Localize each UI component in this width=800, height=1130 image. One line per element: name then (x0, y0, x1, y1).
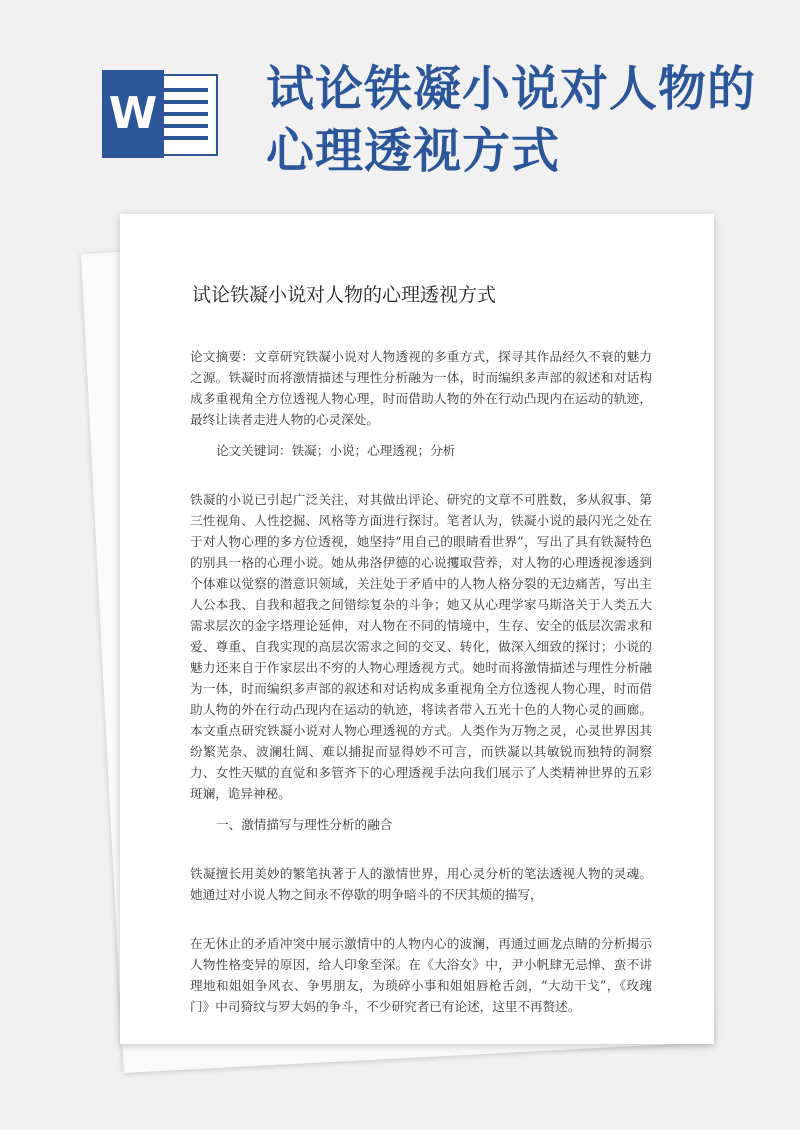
body-paragraph-2: 铁凝擅长用美妙的繁笔执著于人的激情世界，用心灵分析的笔法透视人物的灵魂。她通过对小说人物之间永不停歇的明争暗斗的不厌其烦的描写， (190, 866, 652, 902)
banner-title: 试论铁凝小说对人物的心理透视方式 (266, 61, 757, 179)
document-body (190, 346, 652, 1017)
body-paragraph-3: 在无休止的矛盾冲突中展示激情中的人物内心的波澜，再通过画龙点睛的分析揭示人物性格变异的原因，给人印象至深。在《大浴女》中，尹小帆肆无忌惮、蛮不讲理地和姐姐争风衣、争男朋友，为琐碎小事和姐姐唇枪舌剑，“大动干戈”，《玫瑰门》中司猗纹与罗大妈的争斗，不少研究者已有论述，这里不再赘述。 (190, 936, 652, 1014)
word-document-icon (102, 70, 220, 158)
abstract-paragraph: 论文摘要：文章研究铁凝小说对人物透视的多重方式，探寻其作品经久不衰的魅力之源。铁凝时而将激情描述与理性分析融为一体，时而编织多声部的叙述和对话构成多重视角全方位透视人物心理，时而借助人物的外在行动凸现内在运动的轨迹，最终让读者走进人物的心灵深处。 (190, 349, 652, 427)
document-page (120, 214, 714, 1044)
section-heading: 一、激情描写与理性分析的融合 (216, 817, 393, 832)
document-title: 试论铁凝小说对人物的心理透视方式 (192, 284, 497, 306)
word-badge: W (102, 70, 164, 158)
keywords-line: 论文关键词：铁凝；小说；心理透视；分析 (216, 443, 456, 458)
body-paragraph-1: 铁凝的小说已引起广泛关注，对其做出评论、研究的文章不可胜数，多从叙事、第三性视角、人性挖掘、风格等方面进行探讨。笔者认为，铁凝小说的最闪光之处在于对人物心理的多方位透视，她坚持“用自己的眼睛看世界”，写出了具有铁凝特色的别具一格的心理小说。她从弗洛伊德的心说攫取营养，对人物的心理透视渗透到个体难以觉察的潜意识领域，关注处于矛盾中的人物人格分裂的无边痛苦，写出主人公本我、自我和超我之间错综复杂的斗争；她又从心理学家马斯洛关于人类五大需求层次的金字塔理论延伸，对人物在不同的情境中，生存、安全的低层次需求和爱、尊重、自我实现的高层次需求之间的交叉、转化，做深入细致的探讨；小说的魅力还来自于作家层出不穷的人物心理透视方式。她时而将激情描述与理性分析融为一体，时而编织多声部的叙述和对话构成多重视角全方位透视人物心理，时而借助人物的外在行动凸现内在运动的轨迹，将读者带入五光十色的人物心灵的画廊。本文重点研究铁凝小说对人物心理透视的方式。人类作为万物之灵，心灵世界因其纷繁芜杂、波澜壮阔、难以捕捉而显得妙不可言，而铁凝以其敏锐而独特的洞察力、女性天赋的直觉和多管齐下的心理透视手法向我们展示了人类精神世界的五彩斑斓，诡异神秘。 (190, 492, 652, 801)
